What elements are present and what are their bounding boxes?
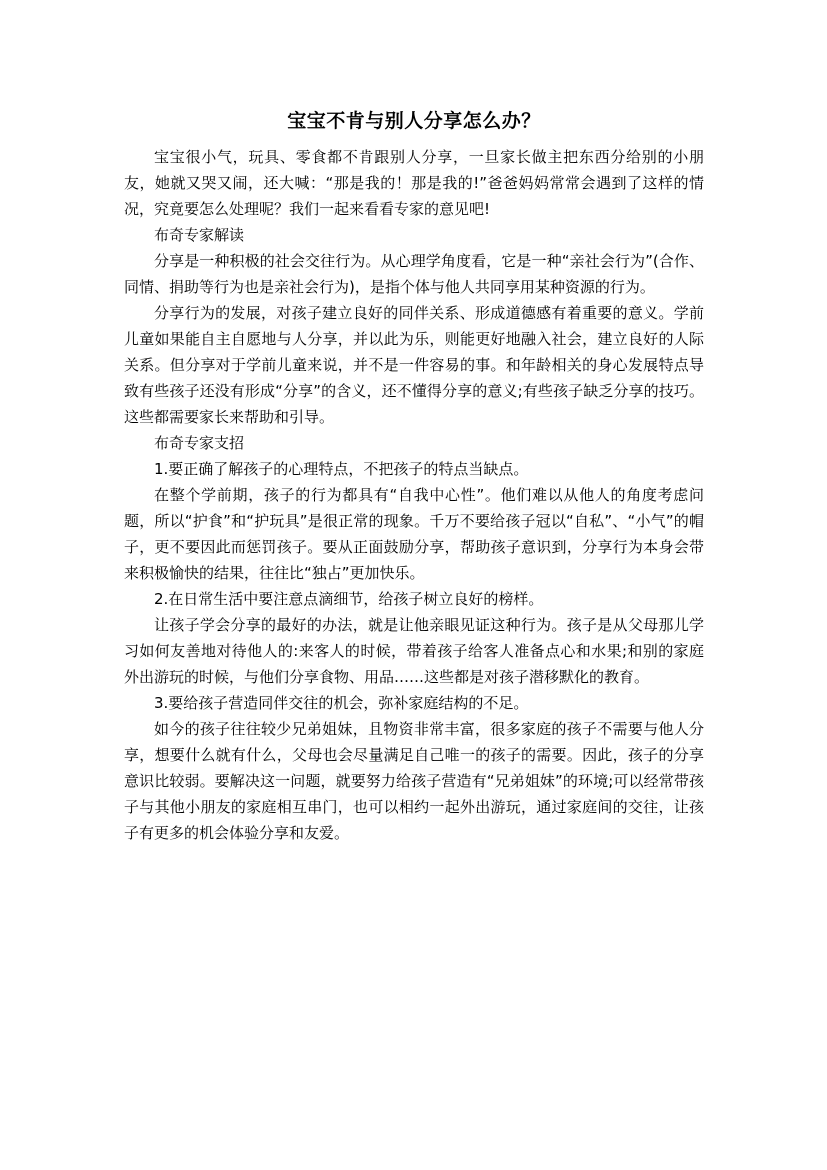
intro-paragraph: 宝宝很小气，玩具、零食都不肯跟别人分享，一旦家长做主把东西分给别的小朋友，她就又哭又闹，还大喊：“那是我的！那是我的!”爸爸妈妈常常会遇到了这样的情况，究竟要怎么处理呢？我们一起来看看专家的意见吧!	[124, 148, 704, 218]
document-title: 宝宝不肯与别人分享怎么办？	[287, 110, 541, 132]
tip-heading-3: 3.要给孩子营造同伴交往的机会，弥补家庭结构的不足。	[154, 694, 529, 712]
body-paragraph: 如今的孩子往往较少兄弟姐妹，且物资非常丰富，很多家庭的孩子不需要与他人分享，想要什么就有什么，父母也会尽量满足自己唯一的孩子的需要。因此，孩子的分享意识比较弱。要解决这一问题，就要努力给孩子营造有“兄弟姐妹”的环境;可以经常带孩子与其他小朋友的家庭相互串门，也可以相约一起外出游玩，通过家庭间的交往，让孩子有更多的机会体验分享和友爱。	[124, 720, 704, 842]
body-paragraph: 分享是一种积极的社会交往行为。从心理学角度看，它是一种“亲社会行为”(合作、同情、捐助等行为也是亲社会行为)，是指个体与他人共同享用某种资源的行为。	[124, 252, 704, 296]
document-body	[124, 144, 704, 846]
section-heading-interpretation: 布奇专家解读	[154, 226, 245, 244]
body-paragraph: 让孩子学会分享的最好的办法，就是让他亲眼见证这种行为。孩子是从父母那儿学习如何友善地对待他人的:来客人的时候，带着孩子给客人准备点心和水果;和别的家庭外出游玩的时候，与他们分享食物、用品……这些都是对孩子潜移默化的教育。	[124, 616, 704, 686]
body-paragraph: 分享行为的发展，对孩子建立良好的同伴关系、形成道德感有着重要的意义。学前儿童如果能自主自愿地与人分享，并以此为乐，则能更好地融入社会，建立良好的人际关系。但分享对于学前儿童来说，并不是一件容易的事。和年龄相关的身心发展特点导致有些孩子还没有形成“分享”的含义，还不懂得分享的意义;有些孩子缺乏分享的技巧。这些都需要家长来帮助和引导。	[124, 304, 704, 426]
tip-heading-1: 1.要正确了解孩子的心理特点，不把孩子的特点当缺点。	[154, 460, 529, 478]
document-page	[124, 108, 704, 846]
body-paragraph: 在整个学前期，孩子的行为都具有“自我中心性”。他们难以从他人的角度考虑问题，所以“护食”和“护玩具”是很正常的现象。千万不要给孩子冠以“自私”、“小气”的帽子，更不要因此而惩罚孩子。要从正面鼓励分享，帮助孩子意识到，分享行为本身会带来积极愉快的结果，往往比“独占”更加快乐。	[124, 486, 704, 582]
tip-heading-2: 2.在日常生活中要注意点滴细节，给孩子树立良好的榜样。	[154, 590, 544, 608]
section-heading-tips: 布奇专家支招	[154, 434, 245, 452]
